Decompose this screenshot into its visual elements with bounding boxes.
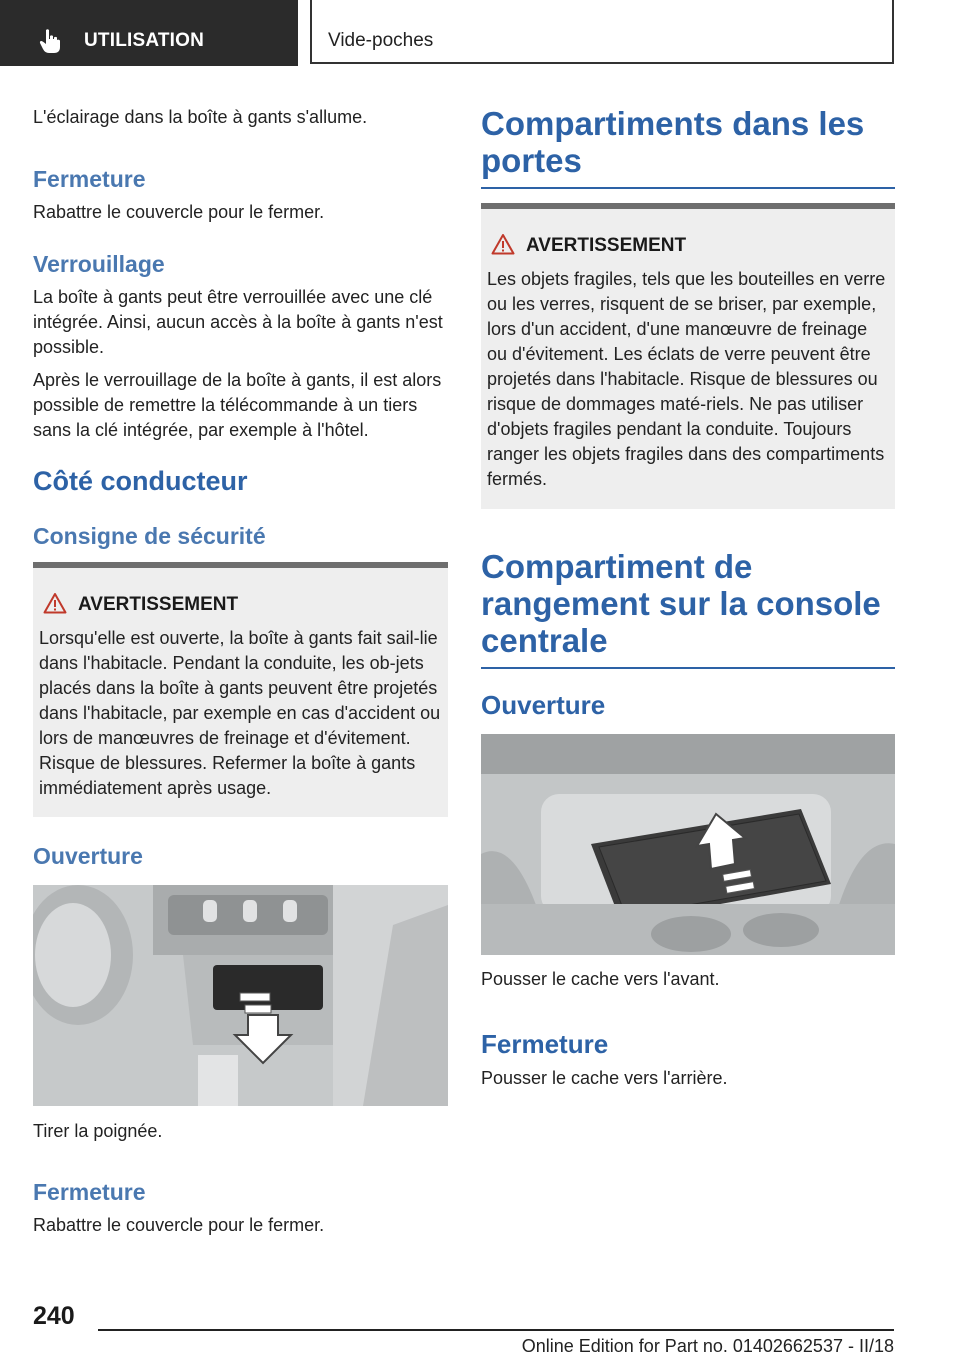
edition-text: Online Edition for Part no. 01402662537 - II/18 (521, 1336, 894, 1356)
fermeture-text: Pousser le cache vers l'arrière. (481, 1068, 728, 1088)
fermeture-heading: Fermeture (481, 1029, 609, 1059)
console-illustration (481, 734, 895, 955)
page-header (0, 0, 960, 66)
warning-title: AVERTISSEMENT (78, 594, 239, 615)
fermeture-heading: Fermeture (33, 166, 146, 192)
glovebox-handle-photo (33, 885, 448, 1106)
fermeture-text: Rabattre le couvercle pour le fermer. (33, 202, 325, 222)
fermeture-heading-2: Fermeture (33, 1179, 146, 1205)
verrouillage-paragraph-2: Après le verrouillage de la boîte à gants, il est alors possible de remettre la télécommande à un tiers sans la clé intégrée, par exemple à l'hôtel. (33, 370, 442, 440)
warning-title: AVERTISSEMENT (526, 235, 687, 256)
topic-box (310, 0, 894, 64)
warning-triangle-icon (43, 592, 67, 614)
verrouillage-paragraph-1: La boîte à gants peut être verrouillée avec une clé intégrée. Ainsi, aucun accès à la boîte à gants n'est possible. (33, 287, 443, 357)
intro-text: L'éclairage dans la boîte à gants s'allume. (33, 107, 368, 127)
topic-label: Vide-poches (328, 30, 434, 51)
ouverture-caption: Pousser le cache vers l'avant. (481, 969, 720, 989)
glovebox-illustration (33, 885, 448, 1106)
page-number: 240 (33, 1302, 75, 1330)
warning-text: Les objets fragiles, tels que les bouteilles en verre ou les verres, risquent de se briser, par exemple, lors d'un accident, d'une manœuvre de freinage ou d'évitement. Les éclats de verre peuvent être projetés dans l'habitacle. Risque de blessures ou risque de dommages maté-riels. Ne pas utiliser d'objets fragiles pendant la conduite. Toujours ranger les objets fragiles dans des compartiments fermés. (487, 269, 886, 489)
ouverture-heading: Ouverture (481, 690, 606, 720)
verrouillage-heading: Verrouillage (33, 251, 165, 277)
cote-conducteur-heading: Côté conducteur (33, 466, 248, 496)
section-label: UTILISATION (84, 30, 205, 51)
consigne-heading: Consigne de sécurité (33, 523, 266, 549)
footer-rule (98, 1329, 894, 1331)
console-heading: Compartiment de rangement sur la console centrale (481, 548, 895, 669)
portes-heading: Compartiments dans les portes (481, 105, 895, 189)
warning-text: Lorsqu'elle est ouverte, la boîte à gants fait sail-lie dans l'habitacle. Pendant la conduite, les ob-jets placés dans la boîte à gants peuvent être projetés dans l'habitacle, par exemple en cas d'accident ou lors de manœuvres de freinage et d'évitement. Risque de blessures. Refermer la boîte à gants immédiatement après usage. (39, 628, 441, 798)
warning-triangle-icon (491, 233, 515, 255)
ouverture-caption: Tirer la poignée. (33, 1121, 163, 1141)
ouverture-heading: Ouverture (33, 843, 143, 869)
console-cover-photo (481, 734, 895, 955)
warning-box-doors (481, 203, 895, 509)
warning-box-glovebox (33, 562, 448, 817)
fermeture-text-2: Rabattre le couvercle pour le fermer. (33, 1215, 325, 1235)
pointing-hand-icon (38, 28, 62, 54)
section-tab (0, 0, 298, 66)
